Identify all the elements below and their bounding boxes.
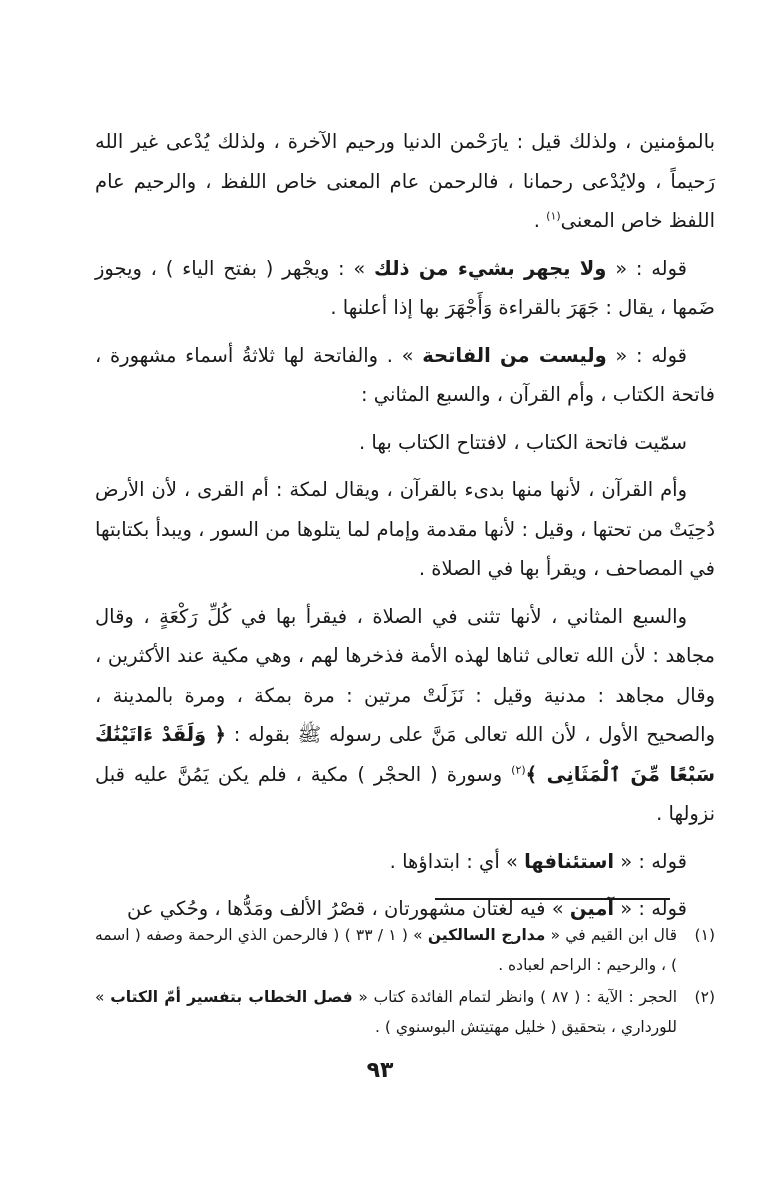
quoted-term: وليست من الفاتحة <box>422 343 607 367</box>
footnote-number: (٢) <box>694 988 715 1006</box>
paragraph-7 <box>95 842 715 882</box>
footnote-ref-2: (٢) <box>511 763 526 776</box>
quoted-term: آمين <box>569 897 615 920</box>
quoted-term: ولا يجهر بشيء من ذلك <box>374 256 607 280</box>
footnote-pre: قال ابن القيم في « <box>545 926 678 944</box>
footnote-pre: الحجر : الآية : ( ٨٧ ) وانظر لتمام الفائدة كتاب « <box>352 988 677 1006</box>
footnote-text <box>95 920 677 980</box>
paragraph-end: . <box>533 209 547 232</box>
paragraph-text-end: وسورة ( الحجْر ) مكية ، فلم يكن يَمُنَّ عليه قبل نزولها . <box>95 762 715 825</box>
paragraph-text: بالمؤمنين ، ولذلك قيل : يارَحْمن الدنيا ورحيم الآخرة ، ولذلك يُدْعى غير الله رَحيماً ، ولايُدْعى رحمانا ، فالرحمن عام المعنى خاص اللفظ ، والرحيم عام اللفظ خاص المعنى <box>95 130 715 232</box>
paragraph-text: » أي : ابتداؤها . <box>389 849 525 873</box>
page-number: ٩٣ <box>366 1058 394 1083</box>
paragraph-text: » فيه لغتان مشهورتان ، قصْرُ الألف ومَدُّها ، وحُكي عن <box>127 897 570 920</box>
quote-open: قوله : « <box>606 343 687 367</box>
footnote-divider <box>435 898 670 900</box>
paragraph-1 <box>95 122 715 241</box>
main-text <box>95 122 715 937</box>
quoted-term: استئنافها <box>524 849 615 873</box>
footnote-book-title: مدارج السالكين <box>427 926 546 944</box>
footnote-ref-1: (١) <box>546 209 561 223</box>
paragraph-text: » . والفاتحة لها ثلاثةُ أسماء مشهورة ، فاتحة الكتاب ، وأم القرآن ، والسبع المثاني : <box>95 343 715 406</box>
footnote-number: (١) <box>694 926 715 944</box>
quote-open: قوله : « <box>614 897 687 920</box>
footnote-1 <box>95 920 715 980</box>
footnote-book-title: فصل الخطاب بتفسير أمّ الكتاب <box>110 988 353 1006</box>
footnote-2 <box>95 982 715 1042</box>
footnote-post: » ( ١ / ٣٣ ) ( فالرحمن الذي الرحمة وصفه ( اسمه ) ، والرحيم : الراحم لعباده . <box>95 926 677 974</box>
paragraph-text: وأم القرآن ، لأنها منها بدىء بالقرآن ، ويقال لمكة : أم القرى ، لأن الأرض دُحِيَتْ من تحتها ، وقيل : لأنها مقدمة وإمام لما يتلوها من السور ، ويبدأ بكتابتها في المصاحف ، ويقرأ بها في الصلاة . <box>95 478 715 580</box>
quran-verse: ﴿ وَلَقَدْ ءَاتَيْنَٰكَ سَبْعًا مِّنَ ٱلْمَثَانِى ﴾ <box>95 723 715 786</box>
paragraph-text: » : ويجْهر ( بفتح الياء ) ، ويجوز ضَمها ، يقال : جَهَرَ بالقراءة وَأَجْهَرَ بها إذا أعلنها . <box>95 256 715 319</box>
footnote-text <box>95 982 677 1042</box>
paragraph-4 <box>95 423 715 463</box>
paragraph-text: والسبع المثاني ، لأنها تثنى في الصلاة ، فيقرأ بها في كُلِّ رَكْعَةٍ ، وقال مجاهد : لأن الله تعالى ثناها لهذه الأمة فذخرها لهم ، وهي مكية عند الأكثرين ، وقال مجاهد : مدنية وقيل : نَزَلَتْ مرتين : مرة بمكة ، ومرة بالمدينة ، والصحيح الأول ، لأن الله تعالى مَنَّ على رسوله ﷺ بقوله : <box>95 604 715 746</box>
footnotes <box>95 920 715 1044</box>
quote-open: قوله : « <box>606 256 688 280</box>
paragraph-text: سمّيت فاتحة الكتاب ، لافتتاح الكتاب بها . <box>359 430 687 454</box>
paragraph-3 <box>95 336 715 415</box>
paragraph-5 <box>95 470 715 589</box>
quote-open: قوله : « <box>614 849 687 873</box>
footnote-post: » للورداري ، بتحقيق ( خليل مهتيتش البوسنوي ) . <box>95 988 677 1036</box>
paragraph-2 <box>95 249 715 328</box>
paragraph-6 <box>95 597 715 834</box>
